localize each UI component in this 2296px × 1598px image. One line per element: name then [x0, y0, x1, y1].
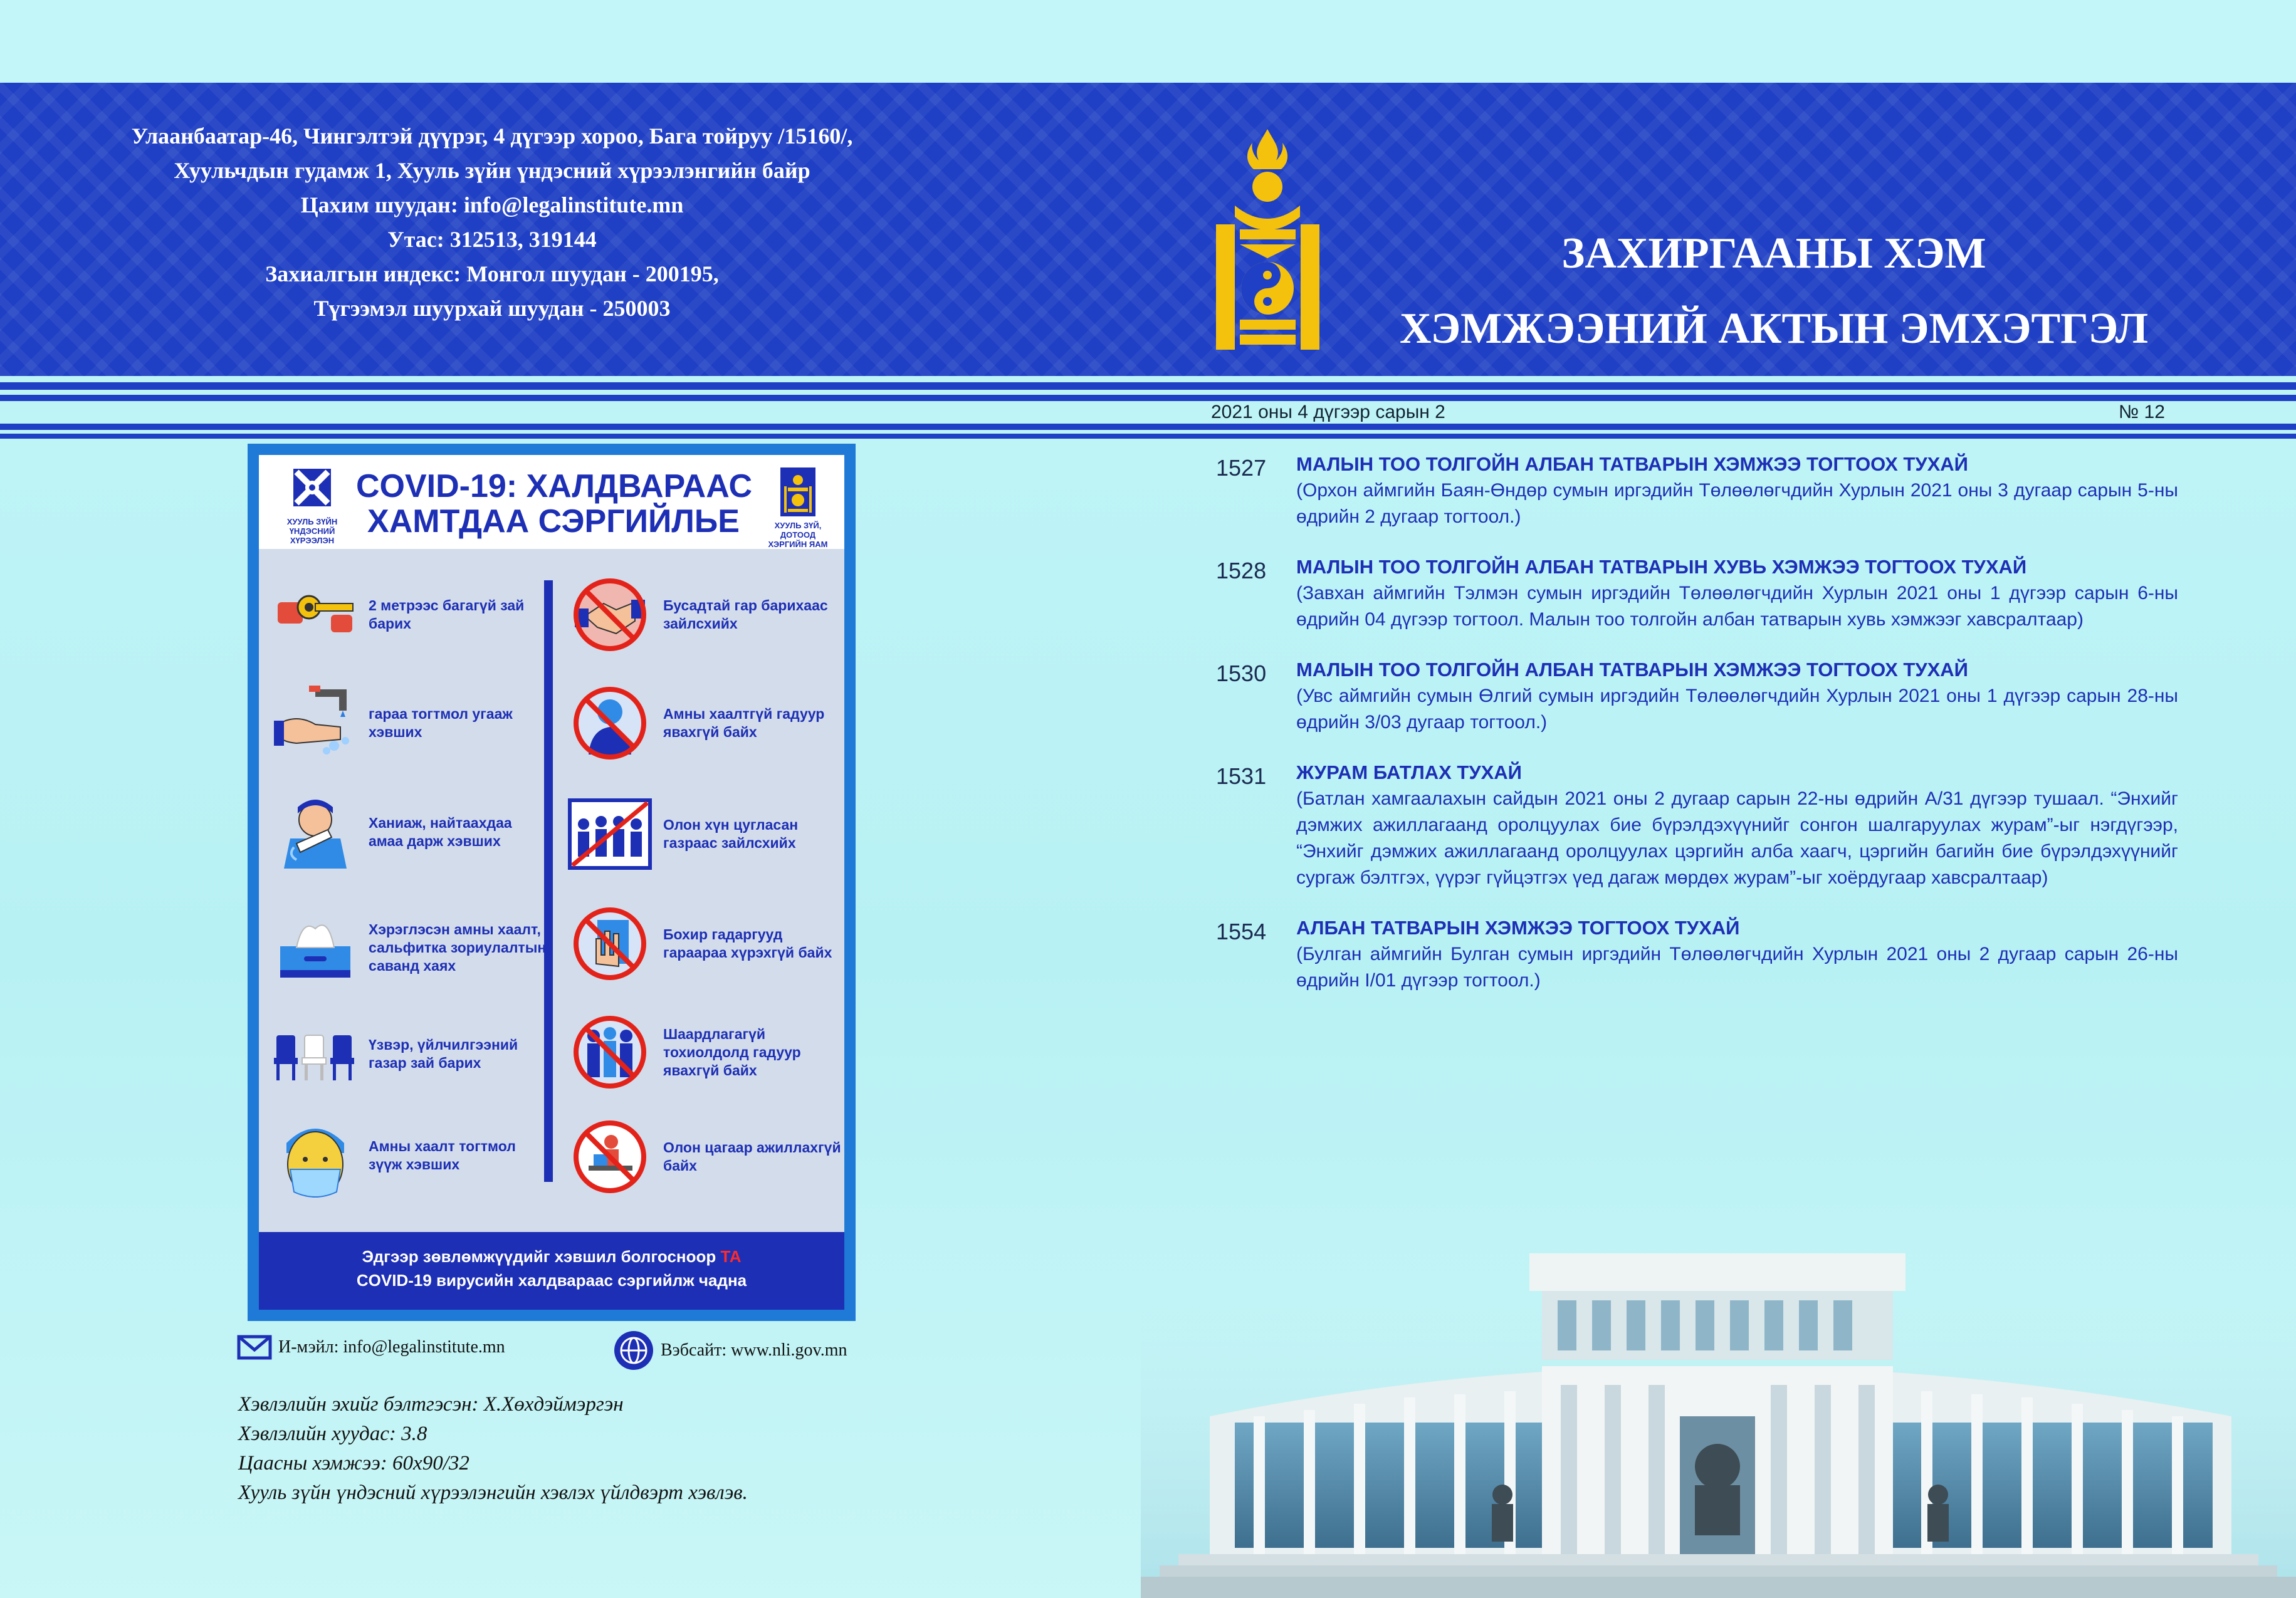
entry-description: (Батлан хамгаалахын сайдын 2021 оны 2 дугаар сарын 22-ны өдрийн А/31 дүгээр тушаал. “Энхийг дэмжих ажиллагаанд оролцуулах бие бүрэлдэхүүнийг сонгон шалгаруулах журам”-ыг нэгдүгээр, “Энхийг дэмжих ажиллагаанд оролцуулах цэргийн алба хаагч, цэргийн багийн бие бүрэлдэхүүнийг сургаж бэлтгэх, үүрэг гүйцэтгэх үед дагаж мөрдөх журам”-ыг хоёрдугаар хавсралтаар) [1296, 788, 2178, 888]
tip-item [271, 577, 547, 652]
poster-footer-line [259, 1245, 844, 1268]
sneeze-icon [271, 795, 359, 870]
poster-footer [259, 1232, 844, 1310]
table-of-contents [1210, 451, 2178, 1018]
tip-text: Бусадтай гар барихаас зайлсхийх [663, 597, 828, 632]
no-touch-icon [566, 906, 654, 981]
tip-item [271, 910, 547, 985]
entry-title: ЖУРАМ БАТЛАХ ТУХАЙ [1296, 761, 1522, 783]
ministry-logo-caption: ХУУЛЬ ЗҮЙ, ДОТООД ХЭРГИЙН ЯАМ [768, 521, 828, 549]
issue-bar [0, 401, 2296, 424]
poster-divider [544, 580, 553, 1182]
contact-email[interactable] [237, 1335, 505, 1360]
address-line: Түгээмэл шуурхай шуудан - 250003 [313, 296, 671, 321]
entry-description: (Завхан аймгийн Тэлмэн сумын иргэдийн Төлөөлөгчдийн Хурлын 2021 оны 1 дүгээр сарын 6-ны өдрийн 04 дүгээр тогтоол. Малын тоо толгойн албан татварын хувь хэмжээг хавсралтаар) [1296, 583, 2178, 630]
contents-entry[interactable] [1210, 451, 2178, 530]
envelope-icon [237, 1335, 272, 1360]
entry-description: (Булган аймгийн Булган сумын иргэдийн Төлөөлөгчдийн Хурлын 2021 оны 2 дугаар сарын 26-ны өдрийн I/01 дүгээр тогтоол.) [1296, 944, 2178, 991]
contents-entry[interactable] [1210, 554, 2178, 633]
no-crowd-icon [566, 796, 654, 872]
tip-item [271, 1016, 547, 1092]
print-info-line: Хууль зүйн үндэсний хүрээлэнгийн хэвлэх үйлдвэрт хэвлэв. [238, 1481, 748, 1504]
print-info-line: Цаасны хэмжээ: 60х90/32 [238, 1452, 469, 1475]
entry-title: МАЛЫН ТОО ТОЛГОЙН АЛБАН ТАТВАРЫН ХЭМЖЭЭ ТОГТООХ ТУХАЙ [1296, 659, 1968, 681]
ministry-emblem-icon [760, 467, 836, 518]
entry-page-number: 1531 [1216, 763, 1267, 789]
no-mask-outside-icon [566, 686, 654, 761]
issue-number: № 12 [2119, 402, 2165, 422]
contact-website[interactable] [613, 1330, 847, 1371]
header-stripe [0, 382, 2296, 390]
poster-title-line: COVID-19: ХАЛДВАРААС [356, 468, 752, 504]
tip-text: Ханиаж, найтаахдаа амаа дарж хэвших [369, 815, 512, 849]
poster-footer-text: Эдгээр зөвлөмжүүдийг хэвшил болгосноор [362, 1247, 716, 1266]
entry-description: (Увс аймгийн сумын Өлгий сумын иргэдийн Төлөөлөгчдийн Хурлын 2021 оны 1 дүгээр сарын 28-ны өдрийн 3/03 дугаар тогтоол.) [1296, 686, 2178, 733]
print-info-line: Хэвлэлийн эхийг бэлтгэсэн: Х.Хөхдэймэргэн [238, 1393, 624, 1416]
institute-logo-caption: ХУУЛЬ ЗҮЙН ҮНДЭСНИЙ ХҮРЭЭЛЭН [286, 517, 338, 545]
covid-poster [248, 444, 856, 1321]
contact-website-text: Вэбсайт: www.nli.gov.mn [661, 1340, 847, 1360]
poster-header [259, 455, 844, 549]
address-line: Хуульчдын гудамж 1, Хууль зүйн үндэсний хүрээлэнгийн байр [174, 158, 810, 183]
tip-text: Олон хүн цугласан газраас зайлсхийх [663, 817, 799, 851]
contents-entry[interactable] [1210, 760, 2178, 891]
tip-item [271, 1118, 547, 1193]
tip-item [566, 796, 842, 872]
tip-item [566, 1119, 842, 1194]
print-info [238, 1390, 748, 1508]
entry-page-number: 1528 [1216, 558, 1267, 583]
tip-item [566, 686, 842, 761]
address-line: Улаанбаатар-46, Чингэлтэй дүүрэг, 4 дүгээр хороо, Бага тойруу /15160/, [131, 123, 853, 149]
issue-date: 2021 оны 4 дүгээр сарын 2 [1211, 402, 1445, 422]
tissue-box-icon [271, 910, 359, 985]
contents-entry[interactable] [1210, 915, 2178, 994]
contents-entry[interactable] [1210, 657, 2178, 736]
header-stripe [0, 434, 2296, 439]
entry-page-number: 1530 [1216, 661, 1267, 686]
tip-text: Амны хаалтгүй гадуур явахгүй байх [663, 706, 825, 740]
poster-title-line: ХАМТДАА СЭРГИЙЛЬЕ [367, 503, 740, 540]
face-mask-icon [271, 1118, 359, 1199]
no-overwork-icon [566, 1119, 654, 1194]
contact-row [237, 1335, 895, 1379]
tip-text: Бохир гадаргууд гараараа хүрэхгүй байх [663, 926, 832, 961]
entry-page-number: 1554 [1216, 919, 1267, 944]
tape-measure-icon [271, 577, 359, 652]
tip-item [566, 906, 842, 981]
contact-email-text: И-мэйл: info@legalinstitute.mn [278, 1337, 505, 1357]
tip-item [271, 686, 547, 761]
tip-item [566, 1015, 842, 1090]
tip-text: Хэрэглэсэн амны хаалт, сальфитка зориулалтын саванд хаях [369, 921, 547, 974]
ministry-logo [760, 467, 836, 549]
entry-title: АЛБАН ТАТВАРЫН ХЭМЖЭЭ ТОГТООХ ТУХАЙ [1296, 917, 1740, 939]
tip-item [271, 795, 547, 870]
globe-icon [613, 1330, 654, 1371]
soyombo-emblem-icon [1210, 124, 1326, 356]
tip-text: гараа тогтмол угааж хэвших [369, 706, 513, 740]
chairs-icon [271, 1016, 359, 1092]
poster-footer-line: COVID-19 вирусийн халдвараас сэргийлж чадна [356, 1271, 747, 1290]
government-palace-image [1141, 1178, 2296, 1598]
address-line: Цахим шуудан: info@legalinstitute.mn [300, 192, 684, 217]
tip-text: Үзвэр, үйлчилгээний газар зай барих [369, 1037, 518, 1071]
entry-page-number: 1527 [1216, 455, 1267, 481]
title-line: ХЭМЖЭЭНИЙ АКТЫН ЭМХЭТГЭЛ [1400, 305, 2148, 353]
tip-text: Амны хаалт тогтмол зүүж хэвших [369, 1138, 516, 1172]
publication-title [1316, 216, 2231, 367]
entry-title: МАЛЫН ТОО ТОЛГОЙН АЛБАН ТАТВАРЫН ХЭМЖЭЭ ТОГТООХ ТУХАЙ [1296, 453, 1968, 475]
entry-description: (Орхон аймгийн Баян-Өндөр сумын иргэдийн Төлөөлөгчдийн Хурлын 2021 оны 3 дугаар сарын 5-ны өдрийн 2 дугаар тогтоол.) [1296, 480, 2178, 527]
address-line: Утас: 312513, 319144 [387, 227, 597, 252]
institute-logo-icon [278, 469, 347, 514]
print-info-line: Хэвлэлийн хуудас: 3.8 [238, 1423, 427, 1445]
header-stripe [0, 395, 2296, 401]
publisher-address [94, 119, 890, 326]
tip-text: Олон цагаар ажиллахгүй байх [663, 1139, 841, 1174]
header-stripe [0, 424, 2296, 430]
title-line: ЗАХИРГААНЫ ХЭМ [1561, 229, 1986, 278]
handwash-icon [271, 686, 359, 761]
tip-item [566, 577, 842, 652]
no-going-out-icon [566, 1015, 654, 1090]
institute-logo [278, 469, 347, 545]
no-handshake-icon [566, 577, 654, 652]
poster-body [259, 455, 844, 1310]
tip-text: 2 метрээс багагүй зай барих [369, 597, 525, 632]
poster-footer-highlight: ТА [720, 1247, 742, 1266]
poster-title [356, 469, 751, 539]
address-line: Захиалгын индекс: Монгол шуудан - 200195, [265, 261, 719, 286]
entry-title: МАЛЫН ТОО ТОЛГОЙН АЛБАН ТАТВАРЫН ХУВЬ ХЭМЖЭЭ ТОГТООХ ТУХАЙ [1296, 556, 2027, 578]
tip-text: Шаардлагагүй тохиолдолд гадуур явахгүй байх [663, 1025, 801, 1078]
